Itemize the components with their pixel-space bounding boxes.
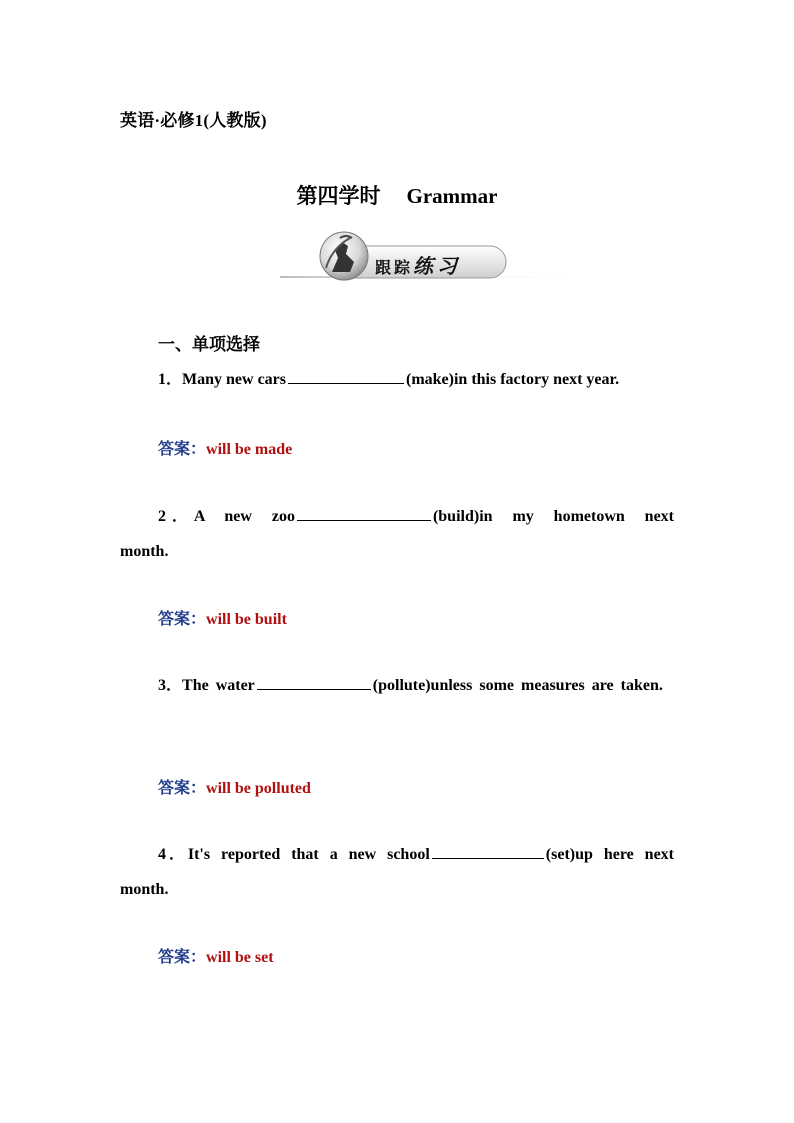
answer-4 xyxy=(158,944,274,967)
answer-blank[interactable] xyxy=(297,504,431,521)
answer-value: will be set xyxy=(206,949,274,966)
banner-text xyxy=(375,250,461,279)
answer-label: 答案： xyxy=(158,780,207,797)
question-4 xyxy=(120,837,674,907)
question-text-before: It's reported that a new school xyxy=(187,846,430,863)
question-1 xyxy=(120,362,674,397)
answer-blank[interactable] xyxy=(432,842,544,859)
answer-label: 答案： xyxy=(158,441,207,458)
question-text-after: (pollute)unless some measures are taken. xyxy=(372,677,663,694)
question-3 xyxy=(120,668,674,703)
section-heading: 一、单项选择 xyxy=(158,335,260,354)
question-text-before: The water xyxy=(182,677,255,694)
question-text-after: (set)up here next month. xyxy=(120,846,674,898)
answer-3 xyxy=(158,775,311,798)
question-2 xyxy=(120,499,674,569)
question-number: 1． xyxy=(158,371,183,388)
answer-label: 答案： xyxy=(158,949,207,966)
answer-1 xyxy=(158,436,292,459)
document-header: 英语·必修1(人教版) xyxy=(120,111,267,130)
question-text-after: (build)in my hometown next month. xyxy=(120,508,675,560)
answer-2 xyxy=(158,606,287,629)
banner-text-b: 练习 xyxy=(413,254,462,278)
question-number: 3． xyxy=(158,677,183,694)
answer-label: 答案： xyxy=(158,611,207,628)
lesson-title xyxy=(0,180,794,210)
question-text-before: Many new cars xyxy=(182,371,286,388)
question-number: 2． xyxy=(158,508,194,525)
answer-value: will be made xyxy=(206,441,293,458)
answer-blank[interactable] xyxy=(288,367,404,384)
lesson-title-sub: Grammar xyxy=(406,184,498,208)
question-number: 4． xyxy=(158,846,188,863)
practice-banner xyxy=(280,228,570,284)
question-text-after: (make)in this factory next year. xyxy=(406,371,620,388)
lesson-title-main: 第四学时 xyxy=(296,184,381,208)
banner-text-a: 跟踪 xyxy=(375,258,414,277)
question-text-before: A new zoo xyxy=(193,508,295,525)
answer-value: will be built xyxy=(206,611,287,628)
answer-blank[interactable] xyxy=(257,673,371,690)
answer-value: will be polluted xyxy=(206,780,311,797)
